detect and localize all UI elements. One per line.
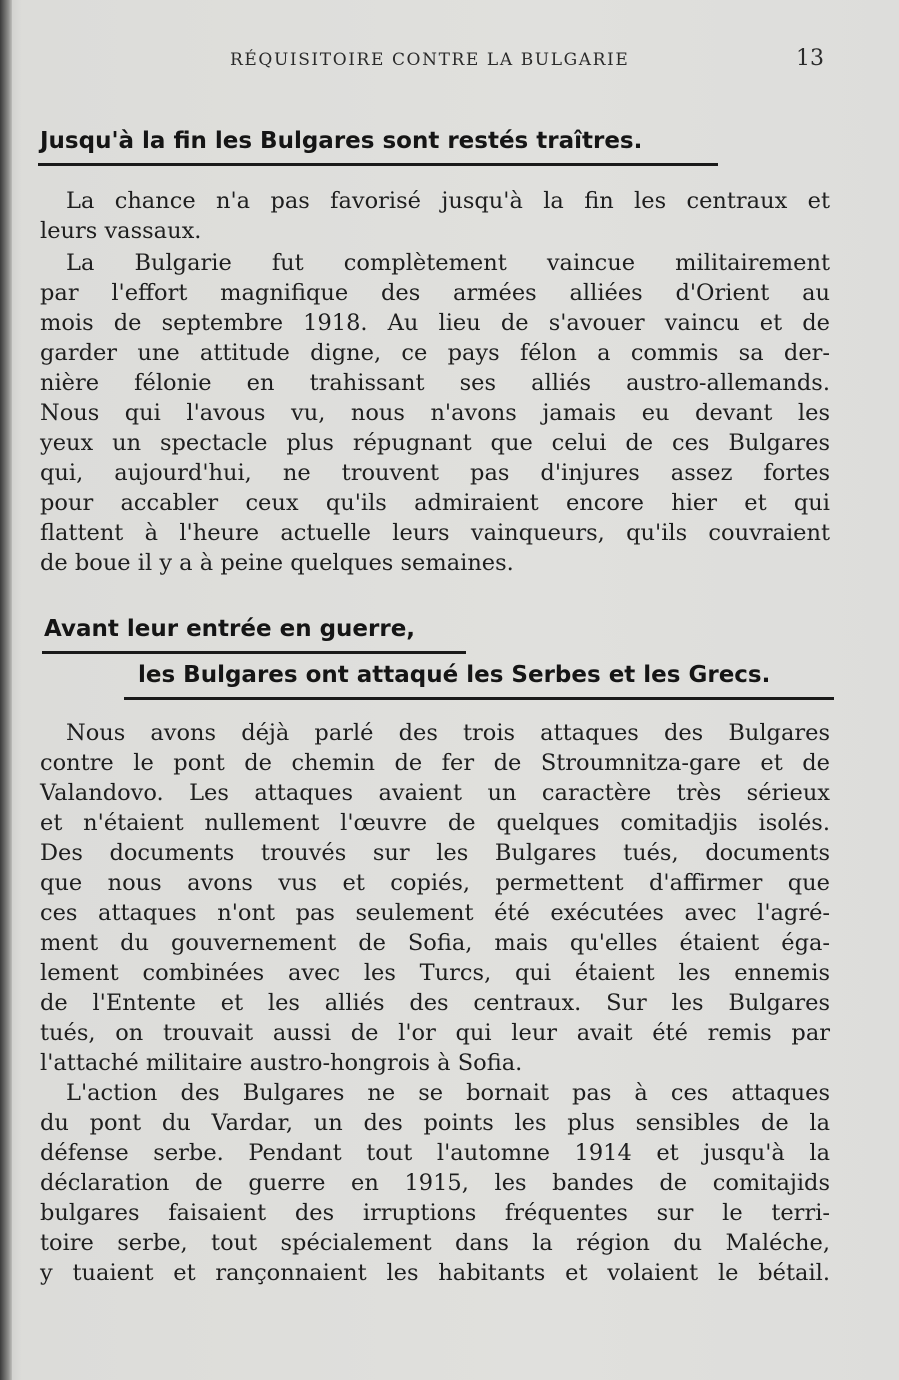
text-line: par l'effort magnifique des armées alliées d'Orient au (40, 280, 830, 306)
paragraph-2 (40, 248, 830, 578)
text-line: de boue il y a à peine quelques semaines. (40, 550, 514, 576)
text-line: et n'étaient nullement l'œuvre de quelques comitadjis isolés. (40, 810, 830, 836)
text-line: déclaration de guerre en 1915, les bandes de comitajids (40, 1170, 830, 1196)
text-line: contre le pont de chemin de fer de Stroumnitza-gare et de (40, 750, 830, 776)
text-line: Nous avons déjà parlé des trois attaques des Bulgares (66, 720, 830, 746)
text-line: La chance n'a pas favorisé jusqu'à la fin les centraux et (66, 188, 830, 214)
text-line: tués, on trouvait aussi de l'or qui leur avait été remis par (40, 1020, 830, 1046)
text-line: toire serbe, tout spécialement dans la région du Maléche, (40, 1230, 830, 1256)
running-head (40, 46, 840, 80)
text-line: La Bulgarie fut complètement vaincue militairement (66, 250, 830, 276)
text-line: l'attaché militaire austro-hongrois à Sofia. (40, 1050, 523, 1076)
text-line: de l'Entente et les alliés des centraux. Sur les Bulgares (40, 990, 830, 1016)
running-title: RÉQUISITOIRE CONTRE LA BULGARIE (230, 50, 630, 70)
section-heading-1: Jusqu'à la fin les Bulgares sont restés traîtres. (40, 128, 643, 154)
text-line: yeux un spectacle plus répugnant que celui de ces Bulgares (40, 430, 830, 456)
text-line: mois de septembre 1918. Au lieu de s'avouer vaincu et de (40, 310, 830, 336)
page-number: 13 (796, 46, 824, 71)
heading-rule-2a (42, 651, 466, 654)
text-line: défense serbe. Pendant tout l'automne 1914 et jusqu'à la (40, 1140, 830, 1166)
text-line: du pont du Vardar, un des points les plus sensibles de la (40, 1110, 830, 1136)
text-line: lement combinées avec les Turcs, qui étaient les ennemis (40, 960, 830, 986)
text-line: qui, aujourd'hui, ne trouvent pas d'injures assez fortes (40, 460, 830, 486)
text-line: Valandovo. Les attaques avaient un caractère très sérieux (40, 780, 830, 806)
text-line: ces attaques n'ont pas seulement été exécutées avec l'agré- (40, 900, 830, 926)
paragraph-1 (40, 186, 830, 246)
text-line: garder une attitude digne, ce pays félon a commis sa der- (40, 340, 830, 366)
text-line: Des documents trouvés sur les Bulgares tués, documents (40, 840, 830, 866)
paragraph-3 (40, 718, 830, 1078)
text-line: L'action des Bulgares ne se bornait pas à ces attaques (66, 1080, 830, 1106)
text-line: pour accabler ceux qu'ils admiraient encore hier et qui (40, 490, 830, 516)
text-line: ment du gouvernement de Sofia, mais qu'elles étaient éga- (40, 930, 830, 956)
text-line: que nous avons vus et copiés, permettent d'affirmer que (40, 870, 830, 896)
heading-rule-2b (124, 697, 834, 700)
text-line: y tuaient et rançonnaient les habitants et volaient le bétail. (40, 1260, 830, 1286)
book-spine-shadow (0, 0, 12, 1380)
paragraph-4 (40, 1078, 830, 1288)
heading-rule-1 (38, 163, 718, 166)
section-heading-2-line-2: les Bulgares ont attaqué les Serbes et les Grecs. (138, 662, 771, 688)
text-line: flattent à l'heure actuelle leurs vainqueurs, qu'ils couvraient (40, 520, 830, 546)
text-line: Nous qui l'avous vu, nous n'avons jamais eu devant les (40, 400, 830, 426)
text-line: leurs vassaux. (40, 218, 202, 244)
text-line: bulgares faisaient des irruptions fréquentes sur le terri- (40, 1200, 830, 1226)
text-line: nière félonie en trahissant ses alliés austro-allemands. (40, 370, 830, 396)
section-heading-2-line-1: Avant leur entrée en guerre, (44, 616, 416, 642)
